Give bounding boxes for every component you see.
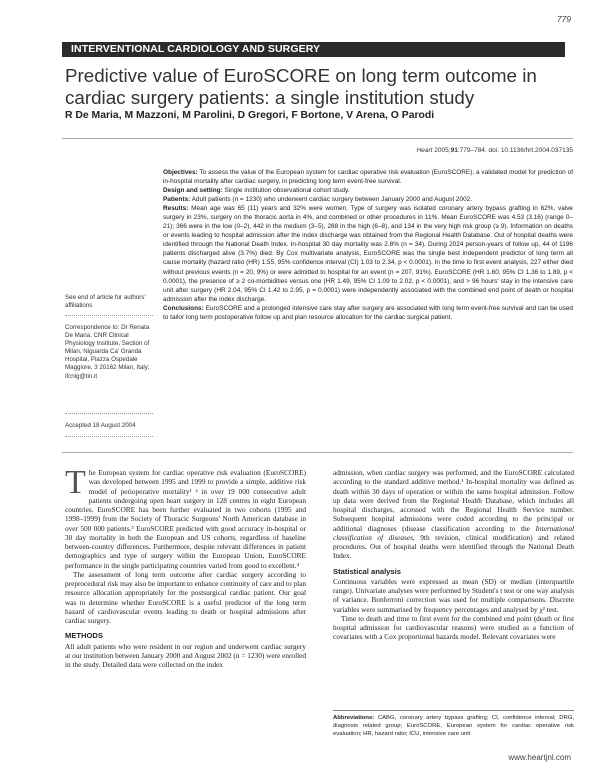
section-banner: INTERVENTIONAL CARDIOLOGY AND SURGERY [62,42,565,57]
stats-paragraph-1: Continuous variables were expressed as mean (SD) or median (interquartile range). Univariate analyses were performed by Student's t test or one way analysis of variance. Bonferroni correction was used for multiple comparisons. Discrete variables were summarised by frequency percentages and analysed by χ² test. [333,576,574,614]
footer-url: www.heartjnl.com [508,753,571,762]
page-number: 779 [556,14,571,24]
abbreviations-label: Abbreviations: [333,715,375,721]
body-right-column [333,468,574,642]
patients-label: Patients: [163,196,191,204]
right-text-italic: International classification of diseases, [333,523,575,542]
statistical-analysis-heading: Statistical analysis [333,566,401,576]
rule-abstract-bottom [62,452,573,453]
design-text: Single institution observational cohort study. [224,187,350,195]
stats-paragraph-2: Time to death and time to first event for the combined end point (death or first hospital admission for cardiovascular reasons) were studied as a function of covariates with a Cox proportional hazards model. Relevant covariates were [333,613,574,642]
citation-rest: :779–784. doi: 10.1136/hrt.2004.037135 [457,147,573,154]
objectives-text: To assess the value of the European system for cardiac operative risk evaluation (EuroSCORE), a validated model for prediction of in-hospital mortality after cardiac surgery, in predicting long term event-free survival. [163,169,573,186]
intro-paragraph-2: The assessment of long term outcome after cardiac surgery according to preprocedural risk may also be important to enhance continuity of care and to plan resource allocation appropriately for the postsurgical cardiac patient. Our goal was to determine whether EuroSCORE is a useful predictor of the long term hazard of cardiovascular events leading to death or hospital admissions after cardiac surgery. [65,569,306,625]
body-left-column [65,464,307,669]
abstract-conclusions [163,304,573,322]
citation-volume: 91 [450,147,458,154]
rule-top [62,138,573,139]
authors: R De Maria, M Mazzoni, M Parolini, D Gregori, F Bortone, V Arena, O Parodi [65,110,435,121]
citation-journal: Heart [416,147,433,154]
patients-text: Adult patients (n = 1230) who underwent cardiac surgery between January 2000 and August 2002. [191,196,473,204]
citation-line [62,147,573,154]
sidebar-affiliations: See end of article for authors' affiliations [65,294,146,310]
sidebar-divider-2 [65,413,153,414]
abbreviations-text: CABG, coronary artery bypass grafting; CI, confidence interval; DRG, diagnosis related group; EuroSCORE, European system for cardiac operative risk evaluation; HR, hazard ratio; ICU, intensive care unit [333,715,574,738]
sidebar-divider-1 [65,315,153,316]
right-text-1: admission, when cardiac surgery was performed, and the EuroSCORE calculated according to the standard additive method.¹ In-hospital mortality was defined as death within 30 days of operation or within the same hospital admission. Follow up data were derived from the Regional Health Database, which includes all hospital discharges, accessed with the Regional Health Service number. Subsequent hospital admissions were coded according to the principal or additional diagnoses (disease classification according to the [333,468,574,533]
drop-cap: T [65,464,86,501]
objectives-label: Objectives: [163,169,198,176]
intro-text-1: he European system for cardiac operative risk evaluation (EuroSCORE) was developed between 1995 and 1999 to provide a simple, additive risk model of perioperative mortality¹ ² in over 19 000 consecutive adult patients undergoing open heart surgery in 128 centres in eight European countries. EuroSCORE has been further evaluated in two cohorts (1995 and 1998–1999) from the Society of Thoracic Surgeons' North American database in over 500 000 patients.³ EuroSCORE predicted with good accuracy in-hospital or 30 day mortality in both the European and US cohorts, regardless of baseline between-country differences. Furthermore, despite relevant differences in patient demographics and type of surgery within the European Union, EuroSCORE performance in the single participating countries varied from good to excellent.⁴ [65,468,306,570]
abstract [163,168,573,322]
sidebar-divider-3 [65,436,153,437]
conclusions-label: Conclusions: [163,304,204,312]
sidebar-correspondence: Correspondence to: Dr Renata De Maria, CNR Clinical Physiology Institute, Section of Milan, Niguarda Ca' Granda Hospital, Piazza Ospedale Maggiore, 3 20162 Milan, Italy; ifcnig@tin.it [65,324,150,380]
results-text: Mean age was 65 (11) years and 32% were women. Type of surgery was isolated coronary artery bypass grafting in 62%, valve surgery in 23%, surgery on the thoracic aorta in 4%, and combined or other procedures in 11%. Mean EuroSCORE was 4.53 (3.16) (range 0–21); 366 were in the low (0–2), 442 in the medium (3–5), 288 in the high (6–8), and 134 in the very high risk group (≥ 9). Information on deaths or events leading to hospital admission after the index discharge was obtained from the Regional Health Database. Out of hospital deaths were identified through the National Death Index. In-hospital 30 day mortality was 2.8% (n = 34). During 2024 person-years of follow up, 44 of 1196 patients discharged alive (3.7%) died. By Cox multivariate analysis, EuroSCORE was the single best independent predictor of long term all cause mortality (hazard ratio (HR) 1.55, 95% confidence interval (CI) 1.03 to 2.34, p < 0.0001). In the time to first event analysis, 227 either died without previous events (n = 20, 9%) or were admitted to hospital for an event (n = 207, 91%). EuroSCORE (HR 1.60, 95% CI 1.36 to 1.89, p < 0.0001), the presence of ≥ 2 co-morbidities versus one (HR 1.49, 95% CI 1.09 to 2.02, p < 0.0001), and > 96 hours' stay in the intensive care unit after surgery (HR 2.04, 95% CI 1.42 to 2.95, p = 0.0001) were independently associated with the combined end point of death or hospital admission after the index discharge. [163,205,574,303]
intro-paragraph-1 [65,464,306,570]
abstract-patients [163,195,573,204]
abstract-design [163,186,573,195]
right-text-end: 9th revision, clinical modification) and related procedures. Out of hospital deaths were identified through the National Death Index. [333,532,575,561]
article-title [65,65,565,108]
abstract-objectives [163,168,573,186]
abbreviations-box [333,710,574,738]
citation-year: 2005; [434,147,451,154]
conclusions-text: EuroSCORE and a prolonged intensive care stay after surgery are associated with long term event-free survival and can be used to tailor long term postoperative follow up and plan resource allocation for the cardiac surgical patient. [163,304,573,321]
sidebar-accepted: Accepted 18 August 2004 [65,422,136,429]
title-line-2: cardiac surgery patients: a single institution study [65,86,475,108]
methods-paragraph-1: All adult patients who were resident in our region and underwent cardiac surgery at our institution between January 2000 and August 2002 (n = 1230) were enrolled in the study. Detailed data were collected on the index [65,641,307,669]
results-label: Results: [163,205,189,213]
design-label: Design and setting: [163,187,223,195]
title-line-1: Predictive value of EuroSCORE on long term outcome in [65,65,537,86]
methods-heading: METHODS [65,631,103,641]
right-paragraph-1 [333,468,574,561]
abstract-results [163,204,573,304]
